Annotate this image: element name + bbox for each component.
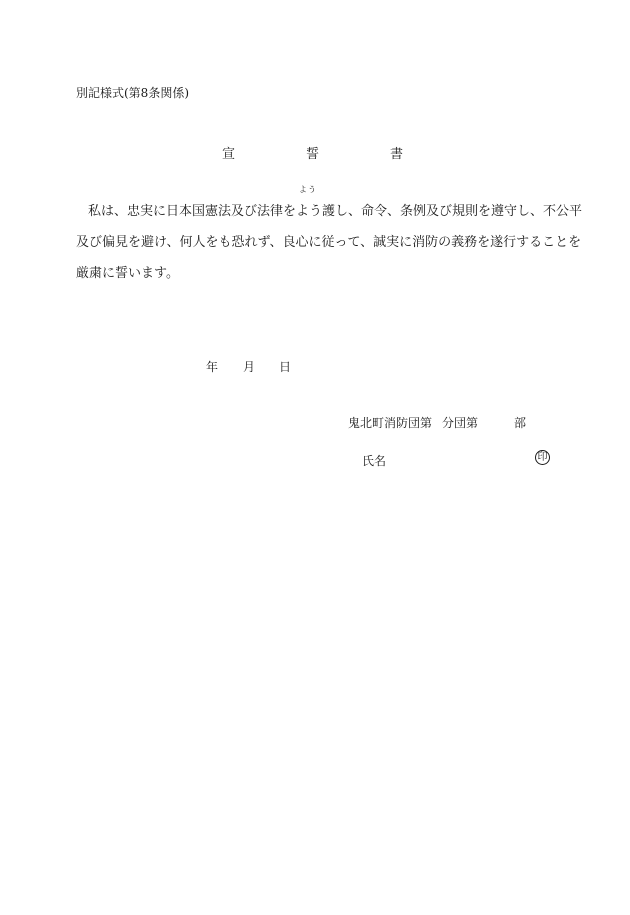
date-day: 日 <box>279 360 292 374</box>
title-char-1: 宣 <box>222 147 236 162</box>
affiliation-section: 部 <box>514 416 527 430</box>
seal-icon <box>535 450 550 465</box>
oath-line-1-after: 護し、命令、条例及び規則を遵守し、不公平 <box>322 204 583 219</box>
oath-body <box>76 185 583 289</box>
ruby-base: よう <box>296 204 323 219</box>
date-year: 年 <box>206 360 219 374</box>
form-label: 別記様式(第8条関係) <box>76 86 189 100</box>
title-char-3: 書 <box>390 147 404 162</box>
affiliation-corps: 鬼北町消防団第 <box>348 416 433 430</box>
name-label: 氏名 <box>362 454 387 468</box>
oath-line-3: 厳粛に誓います。 <box>76 266 179 281</box>
title-char-2: 誓 <box>306 147 320 162</box>
ruby-annotation: よう <box>299 185 318 194</box>
oath-line-2: 及び偏見を避け、何人をも恐れず、良心に従って、誠実に消防の義務を遂行することを <box>76 235 582 250</box>
seal-text: 印 <box>537 451 548 463</box>
ruby-word <box>296 185 323 227</box>
date-month: 月 <box>243 360 256 374</box>
oath-line-1-before: 私は、忠実に日本国憲法及び法律を <box>88 204 297 219</box>
oath-line-1 <box>76 185 583 227</box>
affiliation-branch: 分団第 <box>442 416 479 430</box>
